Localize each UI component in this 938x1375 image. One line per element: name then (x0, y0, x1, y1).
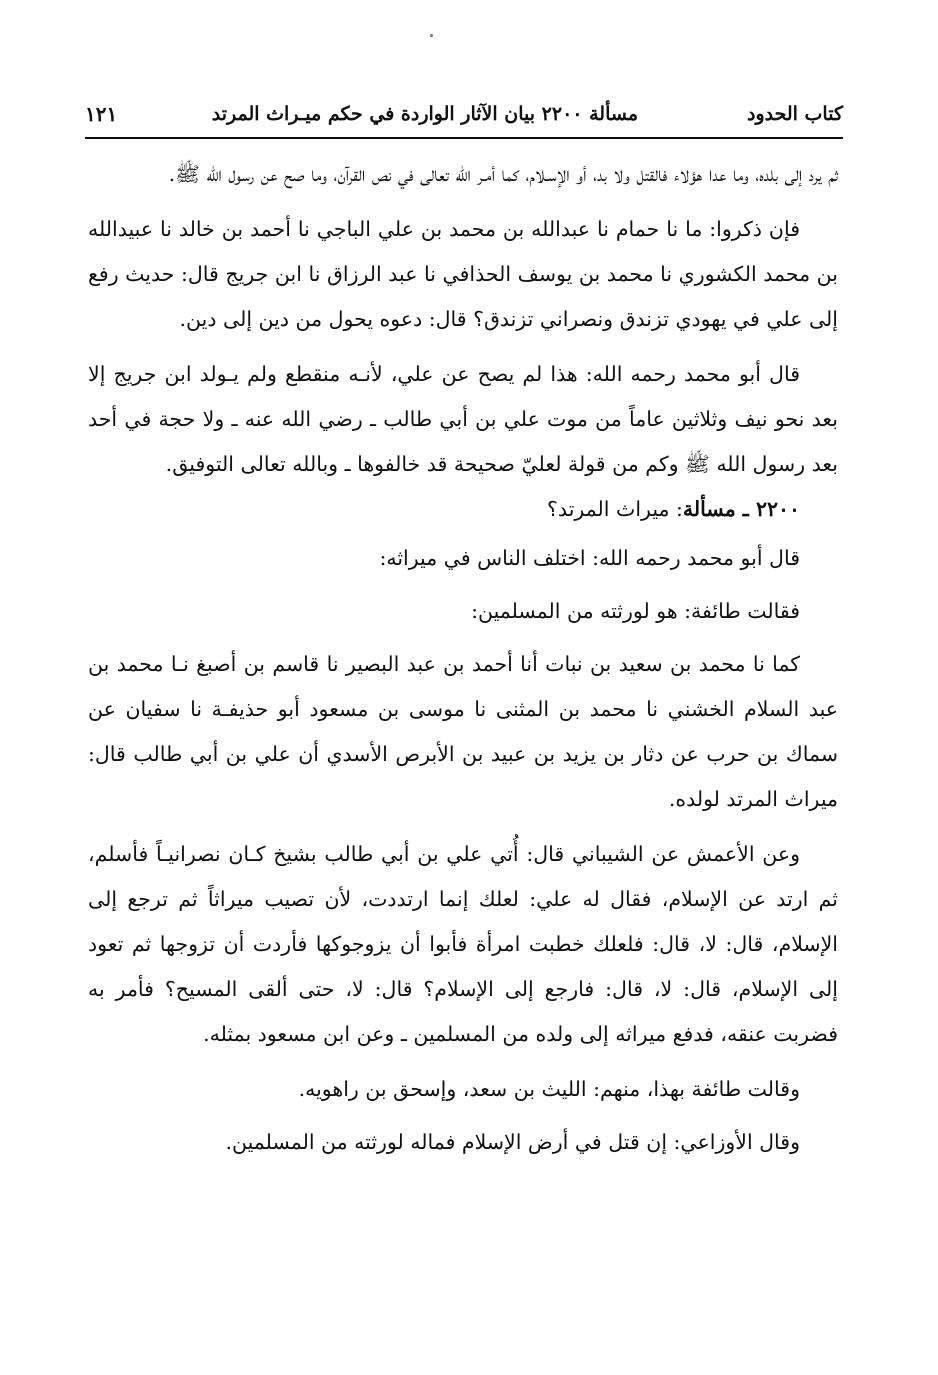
paragraph-6: فقالت طائفة: هو لورثته من المسلمين: (471, 599, 800, 623)
paragraph-2: فإن ذكروا: ما نا حمام نا عبدالله بن محمد بن علي الباجي نا أحمد بن خالد نا عبيدالله بن محمد الكشوري نا محمد بن يوسف الحذافي نا عبد الرزاق نا ابن جريج قال: حديث رفع إلى علي في يهودي تزندق ونصراني تزندق؟ قال: دعوه يحول من دين إلى دين. (88, 217, 838, 331)
page-number: ١٢١ (85, 102, 118, 126)
paragraph-8: وعن الأعمش عن الشيباني قال: أُتي علي بن أبي طالب بشيخ كـان نصرانيـاً فأسلم، ثم ارتد عن الإسلام، فقال له علي: لعلك إنما ارتددت، لأن تصيب ميراثاً ثم ترجع إلى الإسلام، قال: لا، قال: فلعلك خطبت امرأة فأبوا أن يزوجوكها فأردت أن تزوجها ثم تعود إلى الإسلام، قال: لا، قال: فارجع إلى الإسلام؟ قال: لا، حتى ألقى المسيح؟ فأمر به فضربت عنقه، فدفع ميراثه إلى ولده من المسلمين ـ وعن ابن مسعود بمثله. (88, 842, 838, 1046)
issue-number: ٢٢٠٠ ـ مسألة (682, 497, 800, 521)
paragraph-1: ثم يرد إلى بلده، وما عدا هؤلاء فالقتل ولا بد، أو الإسـلام، كما أمـر الله تعالى في نص القرآن، وما صح عن رسول الله ﷺ. (168, 162, 838, 186)
paragraph-7: كما نا محمد بن سعيد بن نبات أنا أحمد بن عبد البصير نا قاسم بن أصبغ نـا محمد بن عبد السلام الخشني نا محمد بن المثنى نا موسى بن مسعود أبو حذيفـة نا سفيان عن سماك بن حرب عن دثار بن يزيد بن عبيد بن الأبرص الأسدي أن علي بن أبي طالب قال: ميراث المرتد لولده. (88, 652, 838, 811)
issue-heading (88, 487, 838, 532)
paragraph-9: وقالت طائفة بهذا، منهم: الليث بن سعد، وإسحق بن راهويه. (298, 1077, 800, 1101)
issue-heading-text: : ميراث المرتد؟ (547, 497, 683, 521)
main-text (88, 152, 838, 1173)
book-title: كتاب الحدود (746, 103, 843, 125)
running-header (85, 96, 843, 132)
paragraph-5: قال أبو محمد رحمه الله: اختلف الناس في ميراثه: (379, 546, 800, 570)
header-rule (85, 137, 843, 139)
paragraph-10: وقال الأوزاعي: إن قتل في أرض الإسلام فماله لورثته من المسلمين. (225, 1130, 800, 1154)
scan-speck (430, 34, 433, 37)
issue-title: مسألة ٢٢٠٠ بيان الآثار الواردة في حكم ميـراث المرتد (211, 103, 638, 125)
paragraph-3: قال أبو محمد رحمه الله: هذا لم يصح عن علي، لأنـه منقطع ولم يـولد ابن جريج إلا بعد نحو نيف وثلاثين عاماً من موت علي بن أبي طالب ـ رضي الله عنه ـ ولا حجة في أحد بعد رسول الله ﷺ وكم من قولة لعليّ صحيحة قد خالفوها ـ وبالله تعالى التوفيق. (88, 362, 838, 476)
